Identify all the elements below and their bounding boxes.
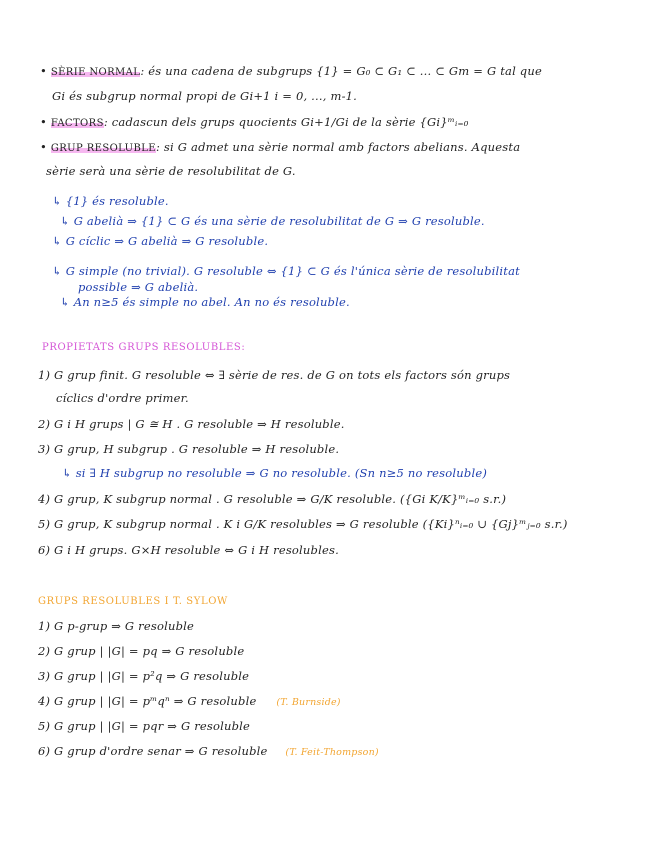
propietats-title: PROPIETATS GRUPS RESOLUBLES: bbox=[42, 342, 246, 353]
factors-label: FACTORS bbox=[50, 118, 104, 129]
def-factors: • FACTORS: cadascun dels grups quocients Gi+1/Gi de la sèrie {Gi}ᵐᵢ₌₀ bbox=[40, 115, 469, 129]
serie-normal-text: : és una cadena de subgrups {1} = G₀ ⊂ G₁ ⊂ ... ⊂ Gm = G tal que bbox=[140, 64, 542, 78]
serie-normal-text2: Gi és subgrup normal propi de Gi+1 i = 0, ..., m-1. bbox=[52, 89, 358, 103]
note-6: ↳ An n≥5 és simple no abel. An no és resoluble. bbox=[60, 295, 350, 309]
def-serie-normal: • SÈRIE NORMAL: és una cadena de subgrups {1} = G₀ ⊂ G₁ ⊂ ... ⊂ Gm = G tal que bbox=[40, 64, 542, 78]
grup-resoluble-label: GRUP RESOLUBLE bbox=[50, 143, 156, 154]
sylow-item-2: 2) G grup | |G| = pq ⇒ G resoluble bbox=[38, 644, 245, 658]
def-grup-resoluble: • GRUP RESOLUBLE: si G admet una sèrie normal amb factors abelians. Aquesta bbox=[40, 140, 521, 154]
grup-resoluble-text: : si G admet una sèrie normal amb factors abelians. Aquesta bbox=[156, 140, 521, 154]
serie-normal-label: SÈRIE NORMAL bbox=[50, 67, 141, 78]
prop-item-1: 1) G grup finit. G resoluble ⇔ ∃ sèrie de res. de G on tots els factors són grups bbox=[38, 368, 511, 382]
note-1: ↳ {1} és resoluble. bbox=[52, 194, 169, 208]
prop-item-6: 6) G i H grups. G×H resoluble ⇔ G i H resolubles. bbox=[38, 543, 339, 557]
sylow-title: GRUPS RESOLUBLES I T. SYLOW bbox=[38, 596, 228, 607]
note-4: ↳ G simple (no trivial). G resoluble ⇔ {1} ⊂ G és l'única sèrie de resolubilitat bbox=[52, 264, 520, 278]
sylow-item-6 bbox=[38, 746, 379, 758]
sylow-item-1: 1) G p-grup ⇒ G resoluble bbox=[38, 619, 195, 633]
prop-item-3: 3) G grup, H subgrup . G resoluble ⇒ H resoluble. bbox=[38, 442, 340, 456]
grup-resoluble-text2: sèrie serà una sèrie de resolubilitat de G. bbox=[46, 164, 296, 178]
sylow-item-3: 3) G grup | |G| = p²q ⇒ G resoluble bbox=[38, 669, 250, 683]
factors-text: : cadascun dels grups quocients Gi+1/Gi de la sèrie {Gi}ᵐᵢ₌₀ bbox=[103, 115, 469, 129]
prop-item-3-note: ↳ si ∃ H subgrup no resoluble ⇒ G no resoluble. (Sn n≥5 no resoluble) bbox=[62, 466, 488, 480]
sylow-item-4-text: 4) G grup | |G| = pᵐqⁿ ⇒ G resoluble bbox=[38, 694, 257, 708]
note-3: ↳ G cíclic ⇒ G abelià ⇒ G resoluble. bbox=[52, 234, 269, 248]
sylow-item-4 bbox=[38, 696, 341, 708]
prop-item-2: 2) G i H grups | G ≅ H . G resoluble ⇒ H resoluble. bbox=[38, 417, 345, 431]
sylow-item-5: 5) G grup | |G| = pqr ⇒ G resoluble bbox=[38, 719, 251, 733]
def-grup-resoluble-cont bbox=[46, 166, 296, 178]
feit-thompson-note: (T. Feit-Thompson) bbox=[285, 747, 379, 758]
prop-item-1-cont: cíclics d'ordre primer. bbox=[56, 391, 189, 405]
def-serie-normal-cont bbox=[52, 91, 357, 103]
prop-item-4: 4) G grup, K subgrup normal . G resoluble ⇒ G/K resoluble. ({Gi K/K}ᵐᵢ₌₀ s.r.) bbox=[38, 492, 507, 506]
burnside-note: (T. Burnside) bbox=[276, 697, 341, 708]
sylow-item-6-text: 6) G grup d'ordre senar ⇒ G resoluble bbox=[38, 744, 268, 758]
note-2: ↳ G abelià ⇒ {1} ⊂ G és una sèrie de resolubilitat de G ⇒ G resoluble. bbox=[60, 214, 485, 228]
prop-item-5: 5) G grup, K subgrup normal . K i G/K resolubles ⇒ G resoluble ({Ki}ⁿᵢ₌₀ ∪ {Gj}ᵐⱼ₌₀ s.r.) bbox=[38, 517, 568, 531]
note-5: possible ⇒ G abelià. bbox=[78, 280, 199, 294]
